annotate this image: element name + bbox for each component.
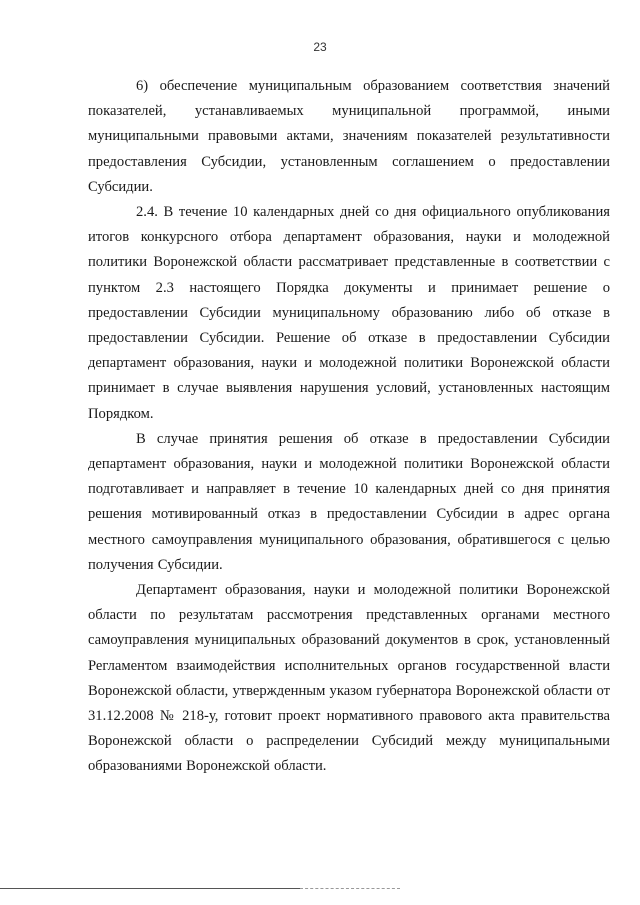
- paragraph-refusal: В случае принятия решения об отказе в предоставлении Субсидии департамент образования, науки и молодежной политики Воронежской области подготавливает и направляет в течение 10 календарных дней со дня принятия решения мотивированный отказ в предоставлении Субсидии в адрес органа местного самоуправления муниципального образования, обратившегося с целью получения Субсидии.: [88, 430, 610, 573]
- footer-rule-faint: [300, 888, 400, 889]
- paragraph-item-6: 6) обеспечение муниципальным образованием соответствия значений показателей, устанавливаемых муниципальной программой, иными муниципальными правовыми актами, значениям показателей результативности предоставления Субсидии, установленным соглашением о предоставлении Субсидии.: [88, 78, 610, 195]
- document-body: [88, 74, 610, 780]
- page-number: 23: [313, 40, 327, 54]
- footer-rule: [0, 888, 300, 889]
- paragraph-distribution: Департамент образования, науки и молодежной политики Воронежской области по результатам рассмотрения представленных органами местного самоуправления муниципальных образований документов в срок, установленный Регламентом взаимодействия исполнительных органов государственной власти Воронежской области, утвержденным указом губернатора Воронежской области от 31.12.2008 № 218-у, готовит проект нормативного правового акта правительства Воронежской области о распределении Субсидий между муниципальными образованиями Воронежской области.: [88, 582, 610, 775]
- paragraph-clause-2-4: 2.4. В течение 10 календарных дней со дня официального опубликования итогов конкурсного отбора департамент образования, науки и молодежной политики Воронежской области рассматривает представленные в соответствии с пунктом 2.3 настоящего Порядка документы и принимает решение о предоставлении Субсидии муниципальному образованию либо об отказе в предоставлении Субсидии. Решение об отказе в предоставлении Субсидии департамент образования, науки и молодежной политики Воронежской области принимает в случае выявления нарушения условий, установленных настоящим Порядком.: [88, 204, 610, 422]
